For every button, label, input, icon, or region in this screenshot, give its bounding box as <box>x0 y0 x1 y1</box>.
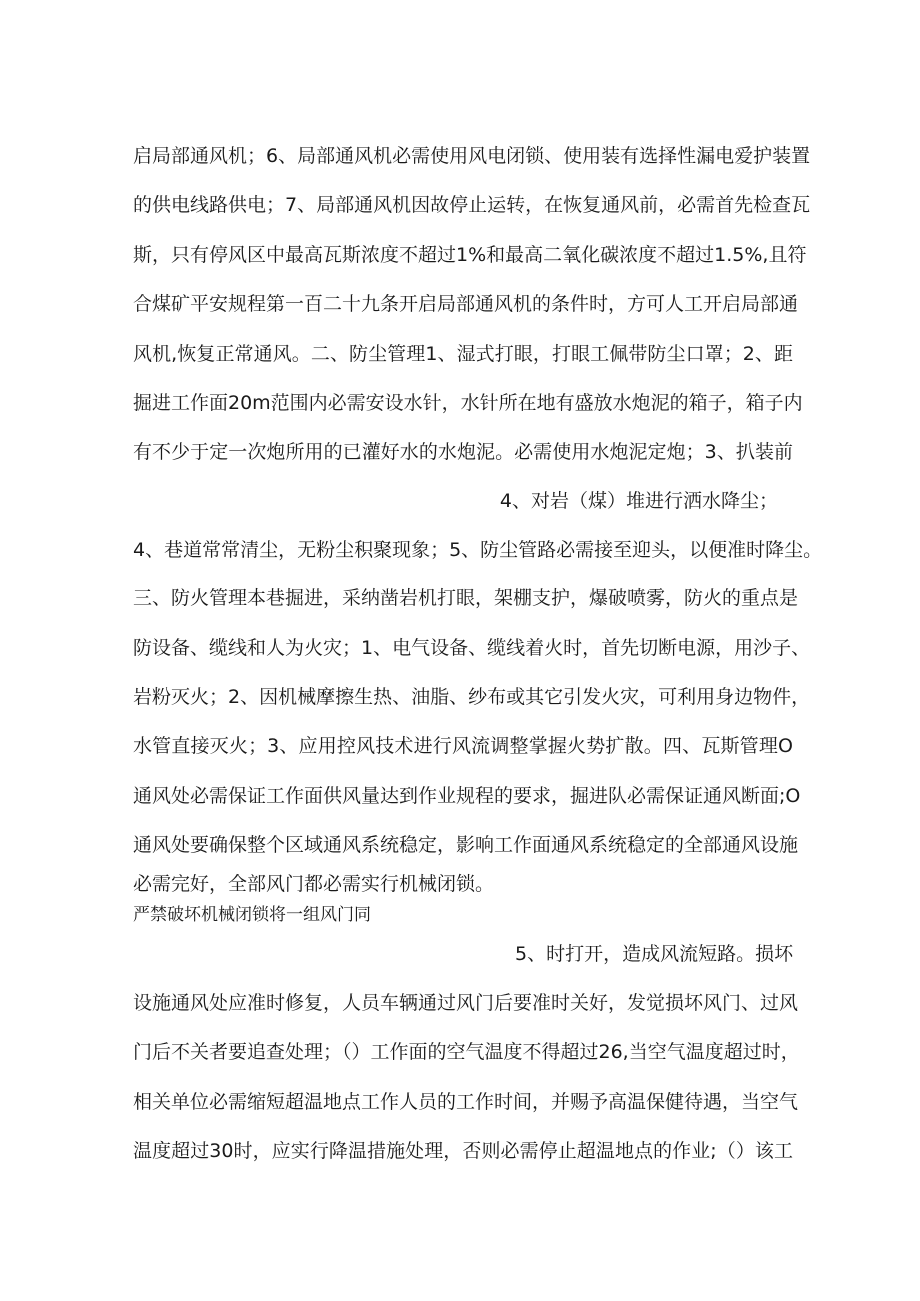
text-line: 严禁破坏机械闭锁将一组风门同 <box>133 905 371 925</box>
text-line: 防设备、缆线和人为火灾；1、电气设备、缆线着火时，首先切断电源，用沙子、 <box>133 637 811 659</box>
text-line: 合煤矿平安规程第一百二十九条开启局部通风机的条件时，方可人工开启局部通 <box>133 293 799 315</box>
text-line: 三、防火管理本巷掘进，采纳凿岩机打眼，架棚支护，爆破喷雾，防火的重点是 <box>133 587 799 609</box>
text-line: 4、对岩（煤）堆进行洒水降尘； <box>499 490 778 512</box>
text-line: 相关单位必需缩短超温地点工作人员的工作时间，并赐予高温保健待遇，当空气 <box>133 1091 799 1113</box>
text-line: 岩粉灭火；2、因机械摩擦生热、油脂、纱布或其它引发火灾，可利用身边物件， <box>133 686 811 708</box>
text-line: 5、时打开，造成风流短路。损坏 <box>515 943 794 965</box>
text-line: 通风处必需保证工作面供风量达到作业规程的要求，掘进队必需保证通风断面;O <box>133 785 801 807</box>
text-line: 启局部通风机；6、局部通风机必需使用风电闭锁、使用装有选择性漏电爱护装置 <box>133 145 811 167</box>
text-line: 斯，只有停风区中最高瓦斯浓度不超过1%和最高二氧化碳浓度不超过1.5%,且符 <box>133 244 807 266</box>
text-line: 通风处要确保整个区域通风系统稳定，影响工作面通风系统稳定的全部通风设施 <box>133 834 799 856</box>
text-line: 水管直接灭火；3、应用控风技术进行风流调整掌握火势扩散。四、瓦斯管理O <box>133 735 793 757</box>
text-line: 设施通风处应准时修复，人员车辆通过风门后要准时关好，发觉损坏风门、过风 <box>133 992 799 1014</box>
text-line: 的供电线路供电；7、局部通风机因故停止运转，在恢复通风前，必需首先检查瓦 <box>133 194 811 216</box>
text-line: 风机,恢复正常通风。二、防尘管理1、湿式打眼，打眼工佩带防尘口罩；2、距 <box>133 343 793 365</box>
text-line: 必需完好，全部风门都必需实行机械闭锁。 <box>133 873 495 895</box>
text-line: 门后不关者要追查处理；（）工作面的空气温度不得超过26,当空气温度超过时， <box>133 1041 800 1063</box>
text-line: 掘进工作面20m范围内必需安设水针，水针所在地有盛放水炮泥的箱子，箱子内 <box>133 392 803 414</box>
text-line: 4、巷道常常清尘，无粉尘积聚现象；5、防尘管路必需接至迎头，以便准时降尘。 <box>133 539 823 561</box>
text-line: 温度超过30时，应实行降温措施处理，否则必需停止超温地点的作业;（）该工 <box>133 1140 793 1162</box>
text-line: 有不少于定一次炮所用的已灌好水的水炮泥。必需使用水炮泥定炮；3、扒装前 <box>133 441 793 463</box>
